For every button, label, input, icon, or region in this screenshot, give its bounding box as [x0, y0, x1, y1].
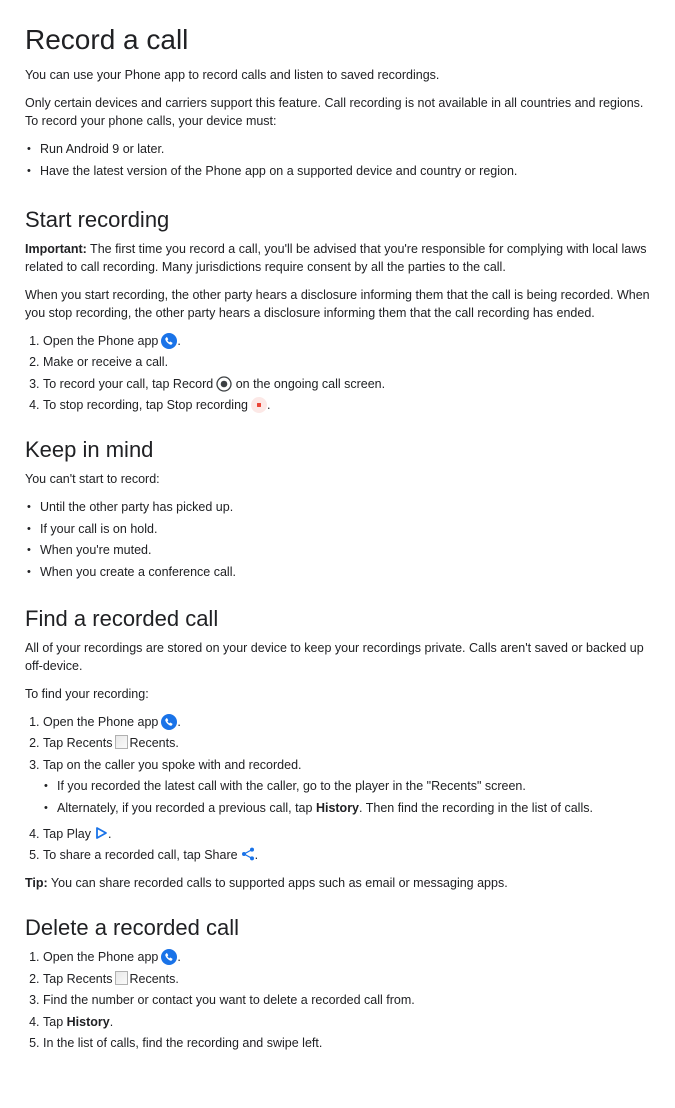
step-text: Tap: [43, 1014, 67, 1029]
history-label: History: [66, 1014, 110, 1029]
list-item: [43, 734, 650, 752]
tip-label: Tip:: [25, 876, 48, 890]
recents-icon: [115, 970, 175, 988]
list-item: • Run Android 9 or later.: [25, 140, 650, 158]
list-item: 3. Find the number or contact you want to delete a recorded call from.: [43, 991, 650, 1009]
stop-recording-icon: [251, 397, 267, 413]
list-item: • Until the other party has picked up.: [25, 498, 650, 516]
step-text: To share a recorded call, tap Share: [43, 848, 238, 862]
step-text: Alternately, if you recorded a previous call, tap: [57, 800, 316, 815]
start-steps: [25, 332, 650, 415]
keep-in-mind-section: [25, 436, 650, 581]
list-item: [43, 756, 650, 817]
section-heading-delete: Delete a recorded call: [25, 915, 240, 940]
record-icon: [216, 376, 232, 392]
list-item: [43, 375, 650, 393]
requirements-list: [25, 140, 650, 180]
period: .: [107, 826, 112, 841]
tip-text: You can share recorded calls to supported apps such as email or messaging apps.: [47, 876, 508, 890]
play-icon: [94, 826, 108, 840]
phone-app-icon: [161, 714, 177, 730]
period: .: [177, 950, 181, 964]
list-item: • Have the latest version of the Phone app on a supported device and country or region.: [25, 162, 650, 180]
find-steps: [25, 713, 650, 865]
period: .: [266, 398, 271, 412]
step-text: Open the Phone app: [43, 333, 159, 348]
find-intro: To find your recording:: [25, 686, 149, 701]
find-sub-list: [43, 777, 650, 817]
history-label: History: [315, 800, 360, 815]
step-text: To stop recording, tap Stop recording: [43, 398, 248, 412]
list-item: [43, 713, 650, 731]
disclosure-paragraph: When you start recording, the other party hears a disclosure informing them that the call is being recorded. When you stop recording, the other party hears a disclosure informing them that the call recording has ended.: [25, 287, 650, 320]
list-item: [43, 1013, 650, 1031]
step-text: Open the Phone app: [43, 950, 159, 964]
period: .: [177, 333, 181, 348]
keep-list: [25, 498, 650, 581]
list-item: • When you're muted.: [25, 541, 650, 559]
important-note: [25, 240, 650, 276]
period: .: [254, 848, 259, 862]
storage-paragraph: All of your recordings are stored on your device to keep your recordings private. Calls aren't saved or backed up off-device.: [25, 640, 644, 673]
keep-intro: You can't start to record:: [25, 472, 160, 486]
list-item: 2. Make or receive a call.: [43, 353, 650, 371]
recents-alt-text: Recents: [129, 971, 176, 986]
delete-recorded-call-section: [25, 914, 650, 1052]
start-recording-section: [25, 206, 650, 415]
step-text: Tap Play: [43, 826, 91, 841]
period: .: [177, 714, 181, 729]
section-heading-keep: Keep in mind: [25, 437, 154, 462]
find-recorded-call-section: [25, 605, 650, 893]
period: .: [109, 1014, 114, 1029]
intro-paragraph: You can use your Phone app to record calls and listen to saved recordings.: [25, 68, 440, 82]
list-item: [43, 970, 650, 988]
step-text: Tap Recents: [43, 971, 113, 986]
list-item: [43, 948, 650, 966]
step-text: To record your call, tap Record: [43, 376, 214, 391]
list-item: • If your call is on hold.: [25, 520, 650, 538]
important-label: Important:: [25, 241, 87, 256]
phone-app-icon: [161, 333, 177, 349]
list-item: [43, 825, 650, 843]
step-text: on the ongoing call screen.: [235, 376, 386, 391]
delete-steps: [25, 948, 650, 1052]
important-text: The first time you record a call, you'll be advised that you're responsible for complying with local laws related to call recording. Many jurisdictions require consent by all the parties to the call.: [25, 241, 647, 274]
page-title: Record a call: [25, 24, 189, 55]
period: .: [175, 736, 179, 750]
section-heading-start: Start recording: [25, 206, 170, 232]
share-icon: [241, 847, 255, 861]
list-item: • If you recorded the latest call with the caller, go to the player in the "Recents" screen.: [43, 777, 650, 795]
list-item: 5. In the list of calls, find the recording and swipe left.: [43, 1034, 650, 1052]
recents-alt-text: Recents: [129, 736, 176, 750]
step-text: Open the Phone app: [43, 714, 159, 729]
tip-note: [25, 874, 650, 892]
requirements-intro: Only certain devices and carriers support this feature. Call recording is not available in all countries and regions. To record your phone calls, your device must:: [25, 96, 644, 128]
phone-app-icon: [161, 949, 177, 965]
list-item: [43, 799, 650, 817]
recents-icon: [115, 734, 175, 752]
list-item: [43, 332, 650, 350]
step-text: Tap on the caller you spoke with and recorded.: [43, 757, 302, 772]
step-text: . Then find the recording in the list of calls.: [359, 800, 593, 815]
list-item: [43, 396, 650, 414]
list-item: • When you create a conference call.: [25, 563, 650, 581]
period: .: [175, 971, 179, 986]
section-heading-find: Find a recorded call: [25, 605, 219, 631]
step-text: Tap Recents: [43, 736, 113, 750]
list-item: [43, 846, 650, 864]
